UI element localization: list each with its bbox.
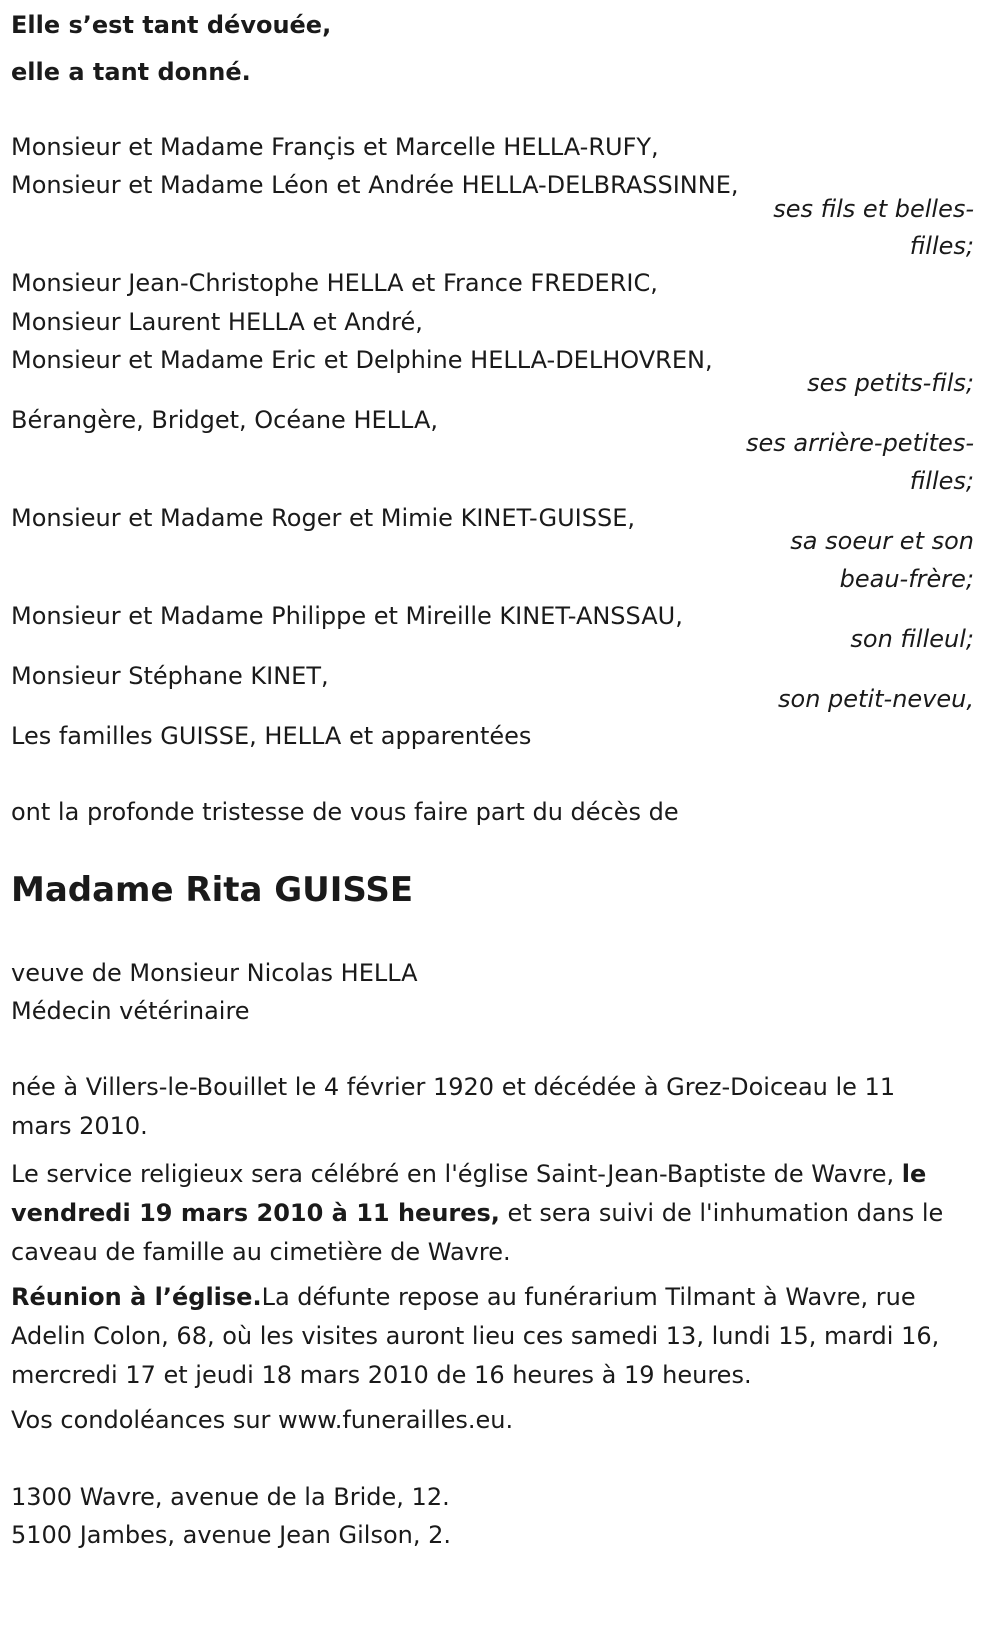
relation-label: ses fils et belles-: [773, 195, 974, 223]
relation-label: son petit-neveu,: [778, 685, 974, 713]
family-line: Monsieur et Madame Léon et Andrée HELLA-DELBRASSINNE,: [11, 171, 739, 199]
family-line: Monsieur Jean-Christophe HELLA et France FREDERIC,: [11, 269, 658, 297]
family-line: Bérangère, Bridget, Océane HELLA,: [11, 406, 438, 434]
obituary-notice: [11, 0, 990, 1644]
relation-label: sa soeur et son: [790, 527, 974, 555]
service-text-1: Le service religieux sera célébré en l'église Saint-Jean-Baptiste de Wavre,: [11, 1160, 902, 1188]
family-line: Monsieur et Madame Roger et Mimie KINET-GUISSE,: [11, 504, 636, 532]
family-line: Monsieur et Madame Philippe et Mireille KINET-ANSSAU,: [11, 602, 683, 630]
announcement-text: ont la profonde tristesse de vous faire part du décès de: [11, 798, 679, 826]
relation-label: filles;: [909, 232, 974, 260]
family-line: Monsieur et Madame Françis et Marcelle HELLA-RUFY,: [11, 133, 659, 161]
service-date: le vendredi 19 mars 2010 à 11 heures,: [11, 1160, 927, 1227]
condolences-text: Vos condoléances sur www.funerailles.eu.: [11, 1406, 514, 1434]
intro-line-1: Elle s’est tant dévouée,: [11, 11, 332, 39]
meeting-label: Réunion à l’église.: [11, 1283, 262, 1311]
family-line: Monsieur et Madame Eric et Delphine HELLA-DELHOVREN,: [11, 346, 713, 374]
relation-label: beau-frère;: [839, 565, 974, 593]
family-line: Les familles GUISSE, HELLA et apparentées: [11, 722, 532, 750]
birth-death-paragraph: née à Villers-le-Bouillet le 4 février 1920 et décédée à Grez-Doiceau le 11 mars 2010.: [11, 1073, 896, 1140]
relation-label: ses petits-fils;: [807, 369, 974, 397]
family-line: Monsieur Laurent HELLA et André,: [11, 308, 423, 336]
widow-of: veuve de Monsieur Nicolas HELLA: [11, 959, 418, 987]
relation-label: ses arrière-petites-: [746, 429, 974, 457]
intro-line-2: elle a tant donné.: [11, 58, 251, 86]
family-line: Monsieur Stéphane KINET,: [11, 662, 329, 690]
deceased-name: Madame Rita GUISSE: [11, 870, 414, 910]
meeting-paragraph: [11, 1278, 946, 1395]
service-text-2: et sera suivi de l'inhumation dans le caveau de famille au cimetière de Wavre.: [11, 1199, 944, 1266]
profession: Médecin vétérinaire: [11, 997, 250, 1025]
meeting-text: La défunte repose au funérarium Tilmant à Wavre, rue Adelin Colon, 68, où les visites auront lieu ces samedi 13, lundi 15, mardi 16, mercredi 17 et jeudi 18 mars 2010 de 16 heures à 19 heures.: [11, 1283, 940, 1389]
address-line: 5100 Jambes, avenue Jean Gilson, 2.: [11, 1521, 452, 1549]
relation-label: son filleul;: [850, 625, 974, 653]
relation-label: filles;: [909, 467, 974, 495]
service-paragraph: [11, 1155, 946, 1272]
address-line: 1300 Wavre, avenue de la Bride, 12.: [11, 1483, 450, 1511]
